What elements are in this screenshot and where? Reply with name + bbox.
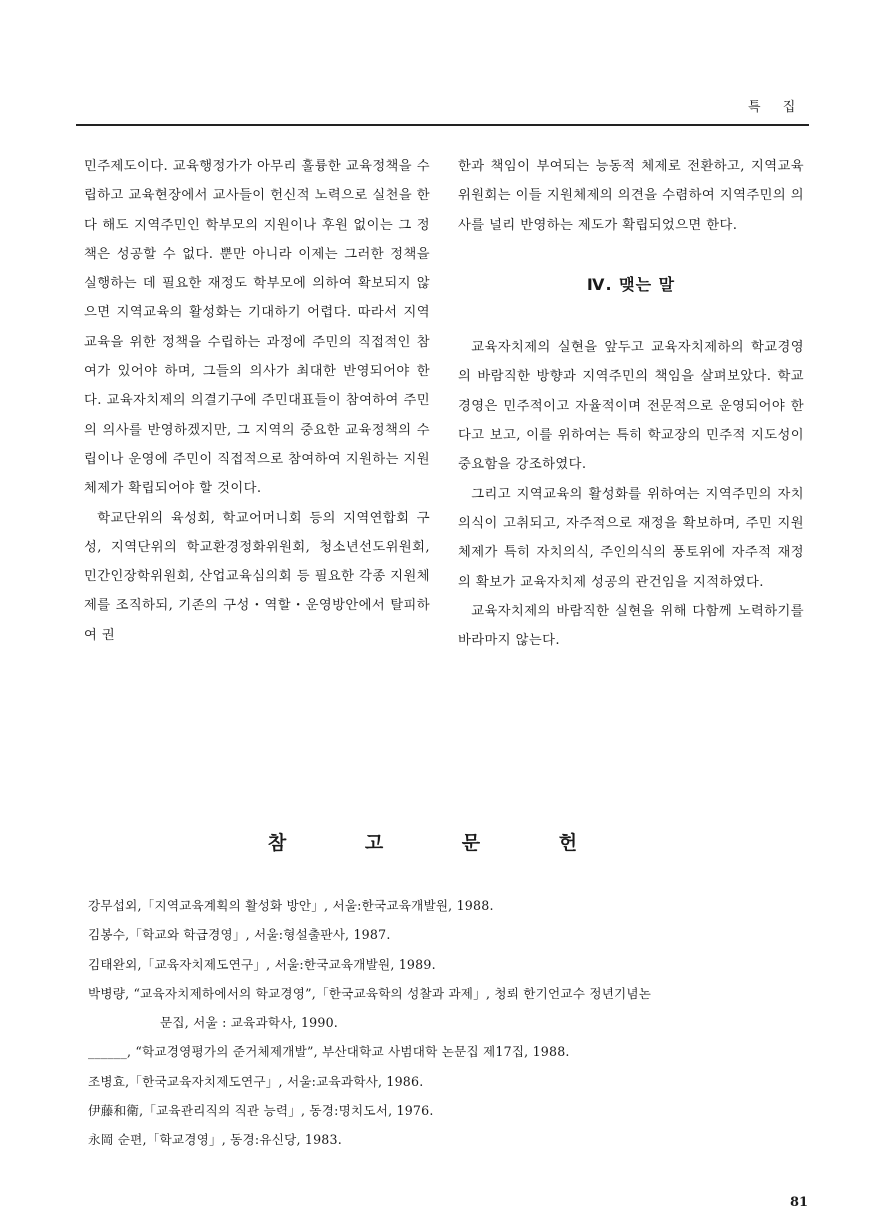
references-title: 참 고 문 헌 [267,832,614,854]
body-paragraph: 한과 책임이 부여되는 능동적 체제로 전환하고, 지역교육위원회는 이들 지원체제의 의견을 수렴하여 지역주민의 의사를 널리 반영하는 제도가 확립되었으면 한다. [458,159,804,233]
reference-item: 永岡 순편,「학교경영」, 동경:유신당, 1983. [88,1132,342,1148]
body-paragraph: 민주제도이다. 교육행정가가 아무리 훌륭한 교육정책을 수립하고 교육현장에서 교사들이 헌신적 노력으로 실천을 한다 해도 지역주민인 학부모의 지원이나 후원 없이는 그 정책은 성공할 수 없다. 뿐만 아니라 이제는 그러한 정책을 실행하는 데 필요한 재정도 학부모에 의하여 확보되지 않으면 지역교육의 활성화는 기대하기 어렵다. 따라서 지역교육을 위한 정책을 수립하는 과정에 주민의 직접적인 참여가 있어야 하며, 그들의 의사가 최대한 반영되어야 한다. 교육자치제의 의결기구에 주민대표들이 참여하여 주민의 의사를 반영하겠지만, 그 지역의 중요한 교육정책의 수립이나 운영에 주민이 직접적으로 참여하여 지원하는 지원체제가 확립되어야 할 것이다. [84,159,430,497]
section-title: Ⅳ. 맺는 말 [586,274,676,294]
page-number: 81 [790,1195,809,1210]
body-paragraph: 학교단위의 육성회, 학교어머니회 등의 지역연합회 구성, 지역단위의 학교환경정화위원회, 청소년선도위원회, 민간인장학위원회, 산업교육심의회 등 필요한 각종 지원체제를 조직하되, 기존의 구성・역할・운영방안에서 탈피하여 권 [84,510,430,643]
reference-item: ______, “학교경영평가의 준거체제개발”, 부산대학교 사범대학 논문집 제17집, 1988. [88,1044,570,1060]
reference-item: 박병량, “교육자치제하에서의 학교경영”,「한국교육학의 성찰과 과제」, 청뢰 한기언교수 정년기념논 [88,985,652,1001]
body-paragraph: 교육자치제의 실현을 앞두고 교육자치제하의 학교경영의 바람직한 방향과 지역주민의 책임을 살펴보았다. 학교경영은 민주적이고 자율적이며 전문적으로 운영되어야 한다고 보고, 이를 위하여는 특히 학교장의 민주적 지도성이 중요함을 강조하였다. [458,340,804,473]
reference-item: 문집, 서울 : 교육과학사, 1990. [160,1015,339,1031]
right-column [458,152,804,655]
reference-item: 김봉수,「학교와 학급경영」, 서울:형설출판사, 1987. [88,927,391,943]
body-paragraph: 교육자치제의 바람직한 실현을 위해 다함께 노력하기를 바라마지 않는다. [458,603,804,649]
reference-item: 조병효,「한국교육자치제도연구」, 서울:교육과학사, 1986. [88,1073,424,1089]
reference-item: 강무섭외,「지역교육계획의 활성화 방안」, 서울:한국교육개발원, 1988. [88,898,494,913]
reference-item: 伊藤和衛,「교육관리직의 직관 능력」, 동경:명치도서, 1976. [88,1103,434,1119]
reference-list [88,891,818,1155]
body-paragraph: 그리고 지역교육의 활성화를 위하여는 지역주민의 자치의식이 고취되고, 자주적으로 재정을 확보하며, 주민 지원체제가 특히 자치의식, 주인의식의 풍토위에 자주적 재정의 확보가 교육자치제 성공의 관건임을 지적하였다. [458,486,804,590]
left-column [84,152,430,650]
header-rule [76,124,809,126]
reference-item: 김태완외,「교육자치제도연구」, 서울:한국교육개발원, 1989. [88,956,436,972]
running-header: 특 집 [748,100,805,115]
